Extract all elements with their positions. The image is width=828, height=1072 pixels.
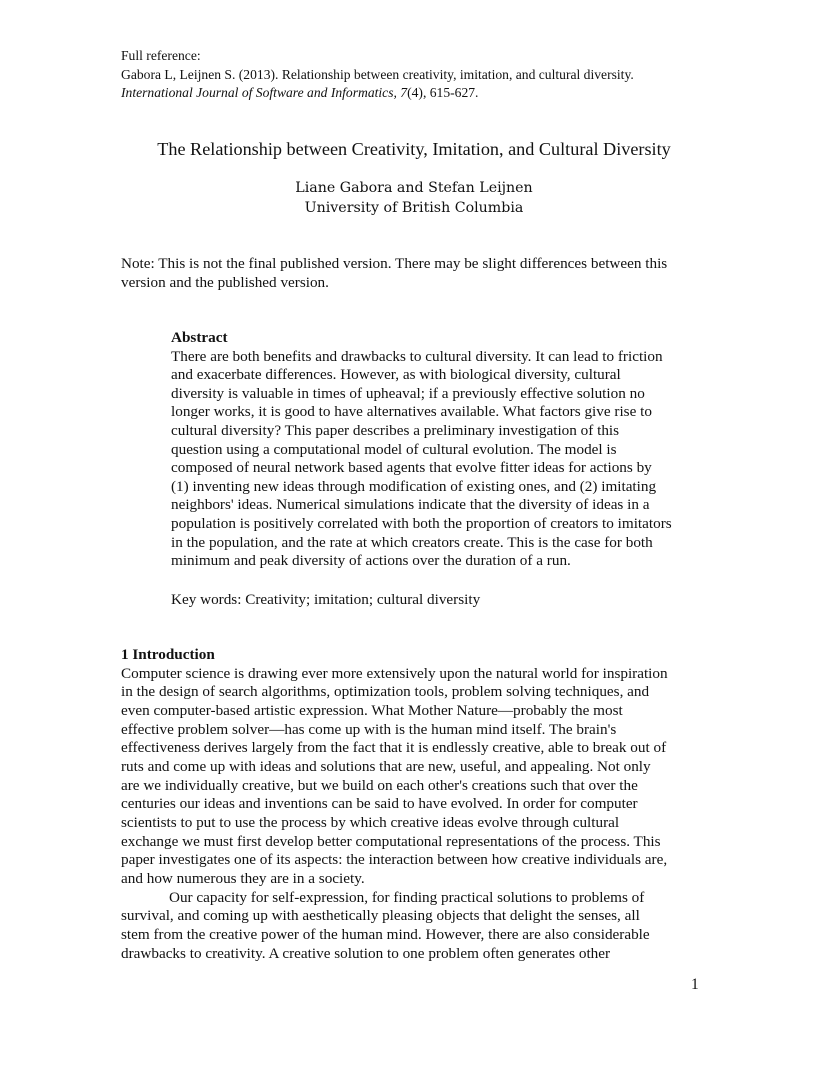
reference-issue-pages: (4), 615-627. [407,85,479,101]
introduction-paragraph-2 [121,889,713,964]
paragraph-line: effectiveness derives largely from the fact that it is endlessly creative, able to break out of [121,739,667,757]
introduction-paragraph-1 [121,665,713,889]
abstract-line: (1) inventing new ideas through modification of existing ones, and (2) imitating [171,477,657,495]
introduction-heading: 1 Introduction [121,646,215,663]
full-reference [121,47,721,103]
reference-volume: 7 [400,85,408,101]
paragraph-line: effective problem solver—has come up with is the human mind itself. The brain's [121,720,617,738]
abstract-line: There are both benefits and drawbacks to cultural diversity. It can lead to friction [171,347,663,365]
abstract-line: longer works, it is good to have alternatives available. What factors give rise to [171,403,652,421]
introduction-section [121,646,713,963]
abstract [171,329,716,571]
paragraph-line: are we individually creative, but we build on each other's creations such that over the [121,776,638,794]
paragraph-line: ruts and come up with ideas and solutions that are new, useful, and appealing. Not only [121,757,651,775]
reference-citation: Gabora L, Leijnen S. (2013). Relationship between creativity, imitation, and cultural diversity. [121,66,634,82]
paragraph-line: and how numerous they are in a society. [121,869,365,887]
paragraph-line: exchange we must first develop better computational representations of the process. This [121,832,661,850]
paragraph-line: Computer science is drawing ever more extensively upon the natural world for inspiration [121,664,668,682]
author-block [0,179,828,218]
version-note [121,255,711,292]
abstract-line: diversity is valuable in times of upheaval; if a previously effective solution no [171,384,645,402]
reference-journal: International Journal of Software and Informatics, [121,85,397,101]
paragraph-line: survival, and coming up with aesthetically pleasing objects that delight the senses, all [121,907,640,925]
abstract-line: cultural diversity? This paper describes a preliminary investigation of this [171,421,620,439]
abstract-line: question using a computational model of cultural evolution. The model is [171,440,617,458]
abstract-line: population is positively correlated with both the proportion of creators to imitators [171,514,672,532]
paragraph-line: scientists to put to use the process by which creative ideas evolve through cultural [121,813,620,831]
reference-label: Full reference: [121,48,201,63]
paragraph-line: drawbacks to creativity. A creative solution to one problem often generates other [121,944,611,962]
reference-journal-line [121,84,721,103]
abstract-heading: Abstract [171,329,228,346]
keywords: Key words: Creativity; imitation; cultural diversity [171,591,481,608]
abstract-line: composed of neural network based agents that evolve fitter ideas for actions by [171,459,652,477]
authors: Liane Gabora and Stefan Leijnen [295,180,533,196]
note-line: version and the published version. [121,273,329,291]
abstract-line: neighbors' ideas. Numerical simulations indicate that the diversity of ideas in a [171,496,650,514]
paper-title: The Relationship between Creativity, Imitation, and Cultural Diversity [157,139,671,159]
paragraph-line: centuries our ideas and inventions can be said to have evolved. In order for computer [121,795,638,813]
paragraph-line: stem from the creative power of the human mind. However, there are also considerable [121,925,650,943]
affiliation: University of British Columbia [304,199,524,216]
abstract-line: minimum and peak diversity of actions over the duration of a run. [171,552,571,570]
paragraph-line: even computer-based artistic expression. What Mother Nature—probably the most [121,701,623,719]
page-number: 1 [691,976,699,993]
paragraph-line: paper investigates one of its aspects: the interaction between how creative individuals are, [121,851,668,869]
abstract-line: and exacerbate differences. However, as with biological diversity, cultural [171,366,621,384]
note-line: Note: This is not the final published version. There may be slight differences between this [121,255,668,272]
paragraph-line: in the design of search algorithms, optimization tools, problem solving techniques, and [121,683,650,701]
abstract-line: in the population, and the rate at which creators create. This is the case for both [171,533,653,551]
paragraph-line: Our capacity for self-expression, for finding practical solutions to problems of [169,888,645,906]
